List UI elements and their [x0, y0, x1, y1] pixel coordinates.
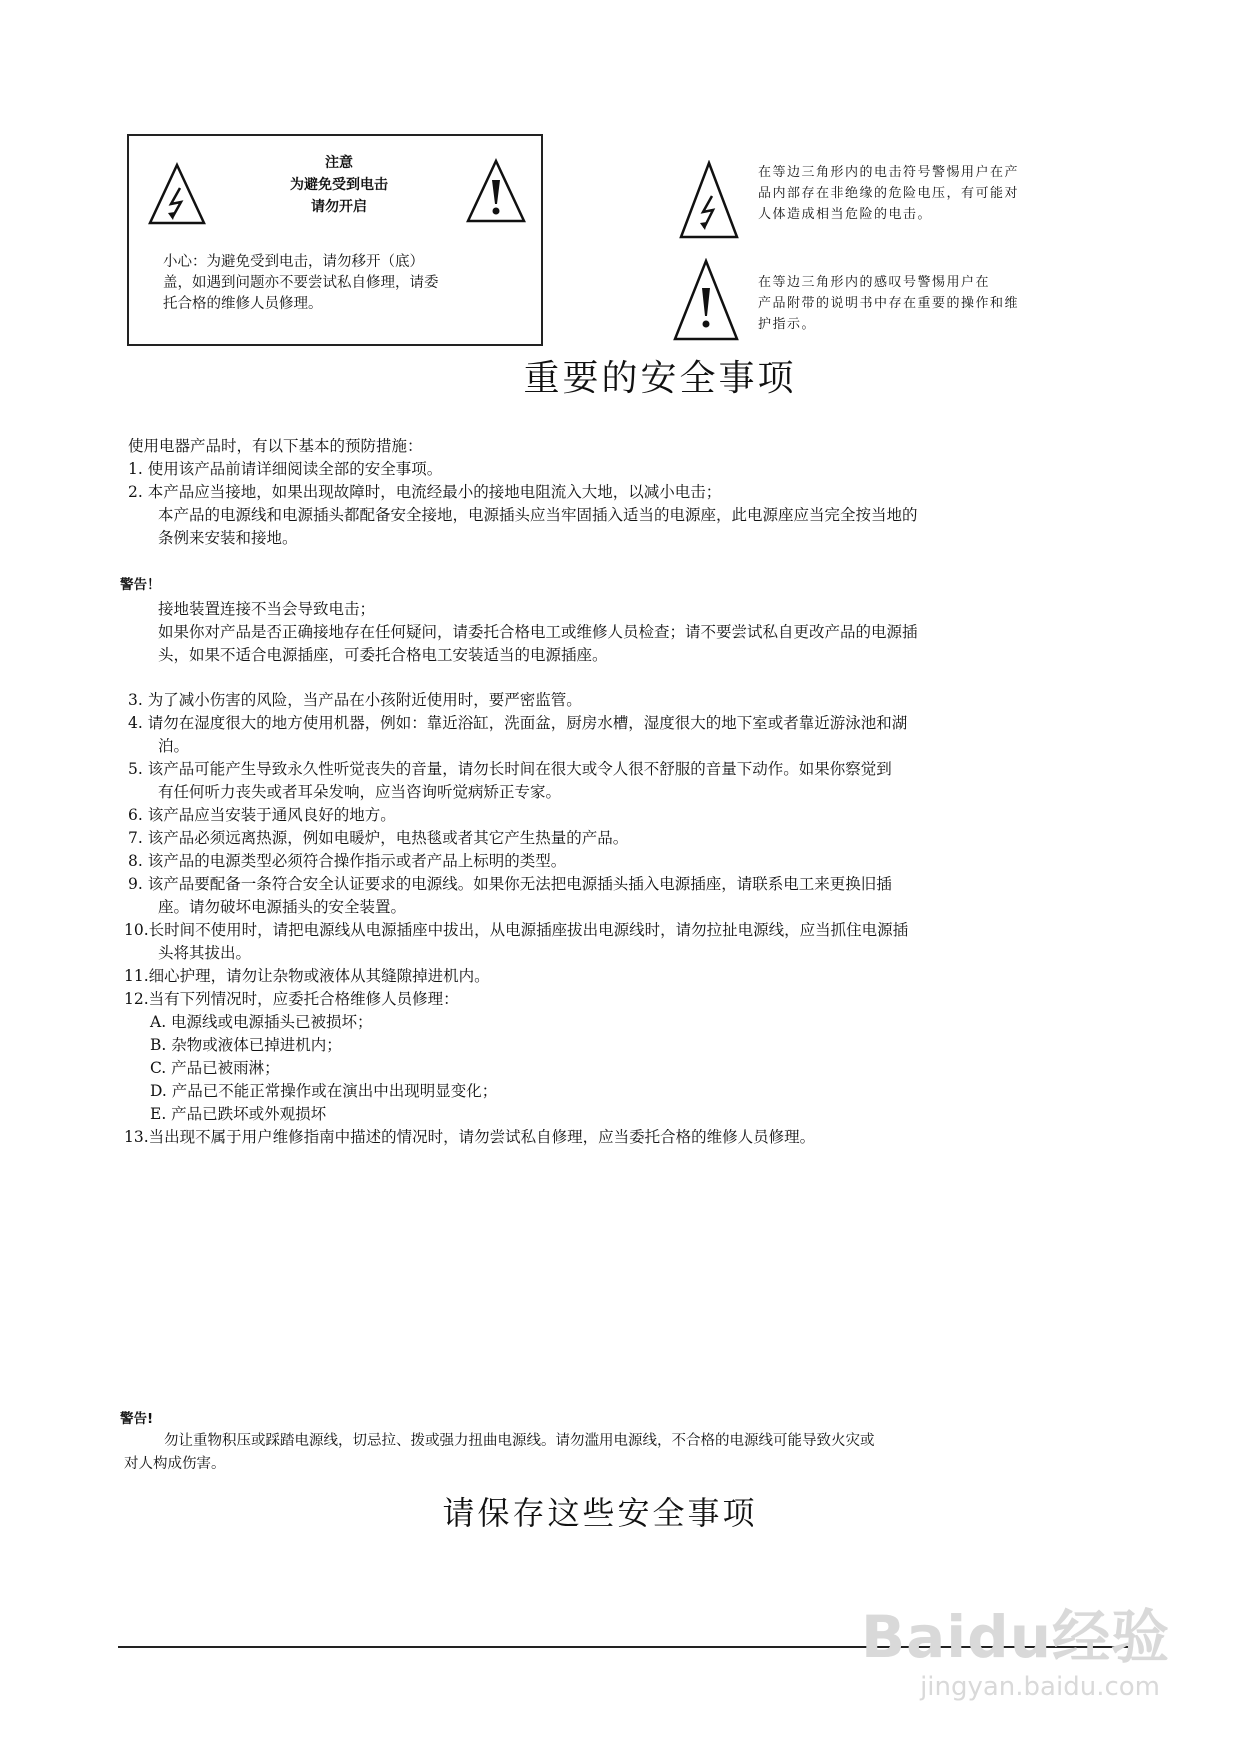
lightning-note-line: 品内部存在非绝缘的危险电压，有可能对: [758, 186, 1020, 201]
list-item: 3. 为了减小伤害的风险，当产品在小孩附近使用时，要严密监管。: [128, 691, 582, 709]
caution-note: [163, 252, 439, 315]
exclamation-note-line: 在等边三角形内的感叹号警惕用户在: [758, 275, 991, 290]
lightning-note: [758, 162, 1019, 225]
list-item-continuation: 本产品的电源线和电源插头都配备安全接地，电源插头应当牢固插入适当的电源座，此电源座应当完全按当地的: [158, 506, 918, 524]
exclamation-note: [758, 272, 1019, 335]
exclamation-note-line: 产品附带的说明书中存在重要的操作和维: [758, 296, 1020, 311]
footer-title: 请保存这些安全事项: [442, 1494, 758, 1532]
sub-item: A. 电源线或电源插头已被损坏；: [150, 1013, 373, 1031]
sub-item: E. 产品已跌坏或外观损坏: [150, 1105, 327, 1123]
list-item: 12.当有下列情况时，应委托合格维修人员修理：: [124, 990, 459, 1008]
lightning-warning-icon: [678, 160, 740, 240]
list-item: 9. 该产品要配备一条符合安全认证要求的电源线。如果你无法把电源插头插入电源插座，请联系电工来更换旧插: [128, 875, 892, 893]
list-item: 1. 使用该产品前请详细阅读全部的安全事项。: [128, 460, 443, 478]
list-item: 11.细心护理，请勿让杂物或液体从其缝隙掉进机内。: [124, 967, 490, 985]
warning-text: 对人构成伤害。: [124, 1456, 226, 1472]
exclamation-warning-icon: [465, 158, 527, 224]
sub-item: B. 杂物或液体已掉进机内；: [150, 1036, 342, 1054]
caution-note-line: 盖，如遇到问题亦不要尝试私自修理，请委: [163, 275, 439, 291]
warning-text: 勿让重物积压或踩踏电源线，切忌拉、拨或强力扭曲电源线。请勿滥用电源线，不合格的电源线可能导致火灾或: [164, 1433, 875, 1449]
exclamation-warning-icon: [672, 258, 740, 342]
list-item-continuation: 泊。: [158, 737, 190, 755]
caution-heading-line: 请勿开启: [311, 199, 367, 215]
page-title: 重要的安全事项: [523, 358, 797, 399]
list-item: 6. 该产品应当安装于通风良好的地方。: [128, 806, 396, 824]
list-item-continuation: 座。请勿破坏电源插头的安全装置。: [158, 898, 407, 916]
caution-note-line: 小心：为避免受到电击，请勿移开（底）: [163, 254, 424, 270]
list-item: 7. 该产品必须远离热源，例如电暖炉，电热毯或者其它产生热量的产品。: [128, 829, 629, 847]
watermark-url: jingyan.baidu.com: [920, 1672, 1160, 1702]
caution-heading-line: 注意: [325, 155, 353, 171]
list-item-continuation: 条例来安装和接地。: [158, 529, 298, 547]
list-item: 10.长时间不使用时，请把电源线从电源插座中拔出，从电源插座拔出电源线时，请勿拉扯电源线，应当抓住电源插: [124, 921, 909, 939]
list-item-continuation: 有任何听力丧失或者耳朵发响，应当咨询听觉病矫正专家。: [158, 783, 562, 801]
intro-text: 使用电器产品时，有以下基本的预防措施：: [128, 437, 423, 455]
list-item: 8. 该产品的电源类型必须符合操作指示或者产品上标明的类型。: [128, 852, 567, 870]
warning-label: 警告!: [120, 1411, 154, 1427]
caution-heading-line: 为避免受到电击: [290, 177, 388, 193]
warning-label: 警告！: [120, 577, 161, 593]
lightning-note-line: 在等边三角形内的电击符号警惕用户在产: [758, 165, 1020, 180]
watermark-logo: Baidu经验: [860, 1603, 1170, 1671]
list-item: 5. 该产品可能产生导致永久性听觉丧失的音量，请勿长时间在很大或令人很不舒服的音量下动作。如果你察觉到: [128, 760, 892, 778]
warning-text: 如果你对产品是否正确接地存在任何疑问，请委托合格电工或维修人员检查；请不要尝试私自更改产品的电源插: [158, 623, 918, 641]
list-item-continuation: 头将其拔出。: [158, 944, 252, 962]
sub-item: C. 产品已被雨淋；: [150, 1059, 280, 1077]
list-item: 2. 本产品应当接地，如果出现故障时，电流经最小的接地电阻流入大地，以减小电击；: [128, 483, 722, 501]
warning-text: 接地装置连接不当会导致电击；: [158, 600, 376, 618]
caution-heading: [229, 152, 449, 218]
warning-text: 头，如果不适合电源插座，可委托合格电工安装适当的电源插座。: [158, 646, 608, 664]
caution-note-line: 托合格的维修人员修理。: [163, 296, 323, 312]
sub-item: D. 产品已不能正常操作或在演出中出现明显变化；: [150, 1082, 498, 1100]
lightning-note-line: 人体造成相当危险的电击。: [758, 207, 933, 222]
lightning-warning-icon: [147, 162, 207, 226]
exclamation-note-line: 护指示。: [758, 317, 817, 332]
list-item: 4. 请勿在湿度很大的地方使用机器，例如：靠近浴缸，洗面盆，厨房水槽，湿度很大的地下室或者靠近游泳池和湖: [128, 714, 908, 732]
caution-box: [127, 134, 543, 346]
list-item: 13.当出现不属于用户维修指南中描述的情况时，请勿尝试私自修理，应当委托合格的维修人员修理。: [124, 1128, 816, 1146]
